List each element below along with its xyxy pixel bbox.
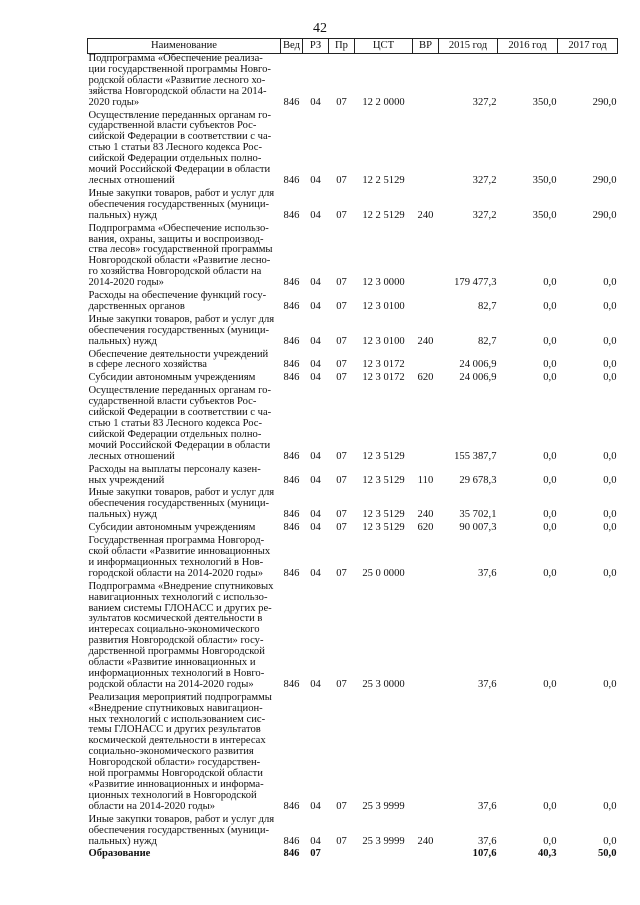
- cell-cst: 12 3 0100: [362, 300, 405, 312]
- cell-2016: 0,0: [543, 300, 557, 312]
- name-line: стью 1 статьи 83 Лесного кодекса Рос-: [88, 142, 263, 154]
- cell-name: [88, 693, 281, 815]
- table-row: [88, 111, 618, 189]
- cell-name: [88, 465, 281, 489]
- name-line: Образование: [88, 848, 151, 860]
- cell-2016: 0,0: [543, 359, 557, 371]
- name-line: Обеспечение деятельности учреждений: [88, 348, 269, 360]
- cell-ved: 846: [283, 359, 300, 371]
- name-line: Иные закупки товаров, работ и услуг для: [88, 187, 275, 199]
- name-line: лесных отношений: [88, 450, 175, 462]
- name-line: «Развитие инновационных и информа-: [88, 779, 264, 790]
- cell-cst: 12 2 5129: [362, 209, 405, 221]
- cell-vr: 620: [417, 372, 434, 384]
- cell-2016: 0,0: [543, 277, 557, 289]
- table-row: [88, 386, 618, 464]
- cell-vr: 110: [417, 474, 434, 486]
- cell-2015: 37,6: [477, 800, 497, 812]
- cell-cst: 12 3 5129: [362, 522, 405, 534]
- name-line: интересах социально-экономического: [88, 624, 260, 636]
- cell-cst: 25 3 9999: [362, 800, 405, 812]
- cell-2017: 0,0: [603, 450, 617, 462]
- cell-cst: 12 3 0172: [362, 372, 405, 384]
- cell-2017: 0,0: [603, 372, 617, 384]
- cell-ved: 846: [283, 567, 300, 579]
- name-line: обеспечения государственных (муници-: [88, 498, 270, 510]
- table-header-row: [88, 39, 618, 54]
- name-line: космической деятельности в интересах: [88, 735, 266, 747]
- name-line: Подпрограмма «Обеспечение реализа-: [88, 53, 263, 64]
- cell-cst: 25 0 0000: [362, 567, 405, 579]
- name-line: зультатов космической деятельности в: [88, 613, 263, 625]
- name-line: го хозяйства Новгородской области на: [88, 266, 262, 278]
- name-line: зяйства Новгородской области на 2014-: [88, 85, 267, 97]
- name-line: пальных) нужд: [88, 509, 157, 521]
- name-line: темы ГЛОНАСС и других результатов: [88, 724, 261, 736]
- cell-2016: 350,0: [532, 96, 557, 108]
- cell-2017: 0,0: [603, 277, 617, 289]
- cell-2017: 290,0: [592, 96, 617, 108]
- cell-2015: 82,7: [477, 335, 497, 347]
- cell-2015: 37,6: [477, 567, 497, 579]
- cell-pr: 07: [336, 359, 347, 371]
- cell-vr: [413, 386, 439, 464]
- cell-pr: 07: [336, 174, 347, 186]
- name-line: 2020 годы»: [88, 96, 140, 108]
- name-line: ванием системы ГЛОНАСС и других ре-: [88, 602, 272, 614]
- cell-pr: 07: [336, 800, 347, 812]
- cell-name: [88, 815, 281, 850]
- cell-cst: 12 3 5129: [362, 474, 405, 486]
- name-line: родской области на 2014-2020 годы»: [88, 678, 254, 690]
- cell-2016: 0,0: [543, 372, 557, 384]
- cell-2017: 0,0: [603, 359, 617, 371]
- column-header-name: Наименование: [88, 39, 281, 54]
- table-row: [88, 693, 618, 815]
- cell-rz: 04: [310, 509, 321, 521]
- cell-name: [88, 386, 281, 464]
- cell-pr: 07: [336, 96, 347, 108]
- table-row: [88, 536, 618, 582]
- name-line: Иные закупки товаров, работ и услуг для: [88, 487, 275, 499]
- cell-2017: 0,0: [603, 474, 617, 486]
- cell-pr: 07: [336, 522, 347, 534]
- name-line: и информационных технологий в Нов-: [88, 556, 264, 568]
- column-header-2015: 2015 год: [439, 39, 498, 54]
- cell-cst: 12 2 0000: [362, 96, 405, 108]
- name-line: Расходы на выплаты персоналу казен-: [88, 463, 261, 475]
- name-line: 2014-2020 годы»: [88, 277, 164, 289]
- name-line: Подпрограмма «Обеспечение использо-: [88, 222, 269, 234]
- cell-pr: 07: [336, 300, 347, 312]
- cell-rz: 04: [310, 96, 321, 108]
- cell-name: [88, 582, 281, 693]
- name-line: социально-экономического развития: [88, 746, 254, 758]
- page-number: 42: [313, 21, 327, 36]
- cell-vr: [413, 536, 439, 582]
- column-header-2017: 2017 год: [558, 39, 618, 54]
- cell-ved: 846: [283, 800, 300, 812]
- name-line: Иные закупки товаров, работ и услуг для: [88, 313, 275, 325]
- cell-2016: 350,0: [532, 209, 557, 221]
- name-line: ства лесов» государственной программы: [88, 244, 273, 256]
- cell-ved: 846: [283, 450, 300, 462]
- name-line: ской области «Развитие инновационных: [88, 545, 271, 557]
- name-line: Субсидии автономным учреждениям: [88, 522, 256, 534]
- name-line: лесных отношений: [88, 174, 175, 186]
- cell-cst: 12 2 5129: [362, 174, 405, 186]
- name-line: Осуществление переданных органам го-: [88, 109, 271, 121]
- column-header-ved: Вед: [281, 39, 303, 54]
- cell-pr: 07: [336, 450, 347, 462]
- cell-2017: 0,0: [603, 335, 617, 347]
- name-line: Иные закупки товаров, работ и услуг для: [88, 813, 275, 825]
- cell-2015: 35 702,1: [459, 509, 497, 521]
- cell-2015: 24 006,9: [459, 359, 497, 371]
- cell-cst: 12 3 0100: [362, 335, 405, 347]
- cell-vr: [413, 54, 439, 111]
- cell-2016: 40,3: [537, 848, 557, 860]
- table-row: [88, 350, 618, 374]
- cell-rz: 04: [310, 835, 321, 847]
- name-line: Реализация мероприятий подпрограммы: [88, 691, 272, 703]
- name-line: навигационных технологий с использо-: [88, 591, 268, 603]
- cell-2015: 179 477,3: [454, 277, 497, 289]
- cell-2017: 0,0: [603, 567, 617, 579]
- cell-rz: 04: [310, 174, 321, 186]
- cell-rz: 04: [310, 474, 321, 486]
- cell-2017: 0,0: [603, 522, 617, 534]
- cell-rz: 04: [310, 372, 321, 384]
- cell-name: [88, 111, 281, 189]
- cell-2017: 0,0: [603, 835, 617, 847]
- table-row: [88, 488, 618, 523]
- cell-ved: 846: [283, 835, 300, 847]
- name-line: развития Новгородской области» госу-: [88, 635, 264, 647]
- table-body: [88, 54, 618, 863]
- name-line: информационных технологий в Новго-: [88, 667, 265, 679]
- cell-2016: 0,0: [543, 678, 557, 690]
- name-line: Субсидии автономным учреждениям: [88, 372, 256, 384]
- name-line: Расходы на обеспечение функций госу-: [88, 290, 267, 302]
- cell-ved: 846: [283, 509, 300, 521]
- name-line: родской области «Развитие лесного хо-: [88, 74, 266, 86]
- cell-2017: 50,0: [597, 848, 617, 860]
- name-line: городской области на 2014-2020 годы»: [88, 567, 263, 579]
- cell-name: [88, 849, 281, 862]
- cell-2015: 37,6: [477, 678, 497, 690]
- name-line: ных технологий с использованием сис-: [88, 713, 266, 725]
- cell-2015: 155 387,7: [454, 450, 497, 462]
- name-line: Подпрограмма «Внедрение спутниковых: [88, 580, 274, 592]
- cell-vr: [413, 582, 439, 693]
- name-line: ционных технологий в Новгородской: [88, 789, 257, 801]
- table-row: [88, 54, 618, 111]
- cell-ved: 846: [283, 277, 300, 289]
- name-line: сударственной власти субъектов Рос-: [88, 120, 257, 132]
- cell-pr: 07: [336, 335, 347, 347]
- cell-2015: 90 007,3: [459, 522, 497, 534]
- cell-rz: 04: [310, 522, 321, 534]
- cell-2015: 107,6: [472, 848, 497, 860]
- budget-table: [87, 38, 618, 862]
- table-row: [88, 849, 618, 862]
- table-row: [88, 315, 618, 350]
- name-line: области на 2014-2020 годы»: [88, 800, 216, 812]
- cell-2016: 350,0: [532, 174, 557, 186]
- name-line: ной программы Новгородской области: [88, 768, 263, 780]
- name-line: сийской Федерации отдельных полно-: [88, 153, 262, 165]
- name-line: сударственной власти субъектов Рос-: [88, 396, 257, 408]
- cell-name: [88, 54, 281, 111]
- cell-2017: 0,0: [603, 300, 617, 312]
- cell-vr: [413, 350, 439, 374]
- cell-ved: 846: [283, 174, 300, 186]
- name-line: стью 1 статьи 83 Лесного кодекса Рос-: [88, 418, 263, 429]
- cell-vr: 240: [417, 509, 434, 521]
- name-line: Государственная программа Новгород-: [88, 535, 265, 547]
- name-line: Новгородской области «Развитие лесно-: [88, 255, 271, 267]
- name-line: ции государственной программы Новго-: [88, 63, 271, 75]
- cell-2017: 290,0: [592, 209, 617, 221]
- cell-vr: 240: [417, 209, 434, 221]
- cell-cst: 12 3 0172: [362, 359, 405, 371]
- name-line: в сфере лесного хозяйства: [88, 359, 207, 371]
- cell-pr: 07: [336, 678, 347, 690]
- table-row: [88, 465, 618, 489]
- cell-rz: 04: [310, 209, 321, 221]
- cell-vr: 240: [417, 335, 434, 347]
- cell-ved: 846: [283, 209, 300, 221]
- cell-rz: 07: [310, 848, 321, 860]
- name-line: обеспечения государственных (муници-: [88, 324, 270, 336]
- table-row: [88, 582, 618, 693]
- name-line: Осуществление переданных органам го-: [88, 385, 271, 397]
- cell-cst: 12 3 5129: [362, 509, 405, 521]
- column-header-2016: 2016 год: [498, 39, 558, 54]
- cell-2017: 0,0: [603, 800, 617, 812]
- cell-vr: [413, 111, 439, 189]
- name-line: мочий Российской Федерации в области: [88, 439, 271, 451]
- name-line: дарственных органов: [88, 300, 185, 312]
- cell-vr: [413, 849, 439, 862]
- cell-2015: 37,6: [477, 835, 497, 847]
- cell-2017: 290,0: [592, 174, 617, 186]
- column-header-rz: РЗ: [303, 39, 329, 54]
- table-row: [88, 815, 618, 850]
- cell-pr: 07: [336, 509, 347, 521]
- cell-name: [88, 488, 281, 523]
- cell-2017: 0,0: [603, 509, 617, 521]
- cell-cst: 25 3 9999: [362, 835, 405, 847]
- cell-ved: 846: [283, 522, 300, 534]
- table-row: [88, 189, 618, 224]
- cell-rz: 04: [310, 678, 321, 690]
- name-line: сийской Федерации отдельных полно-: [88, 428, 262, 440]
- cell-2017: 0,0: [603, 678, 617, 690]
- cell-2015: 327,2: [472, 96, 497, 108]
- cell-vr: 620: [417, 522, 434, 534]
- name-line: «Внедрение спутниковых навигацион-: [88, 702, 263, 714]
- cell-2016: 0,0: [543, 335, 557, 347]
- cell-name: [88, 350, 281, 374]
- cell-vr: [413, 291, 439, 315]
- cell-2016: 0,0: [543, 450, 557, 462]
- cell-2015: 82,7: [477, 300, 497, 312]
- name-line: вания, охраны, защиты и воспроизвод-: [88, 233, 264, 245]
- name-line: обеспечения государственных (муници-: [88, 824, 270, 836]
- cell-vr: 240: [417, 835, 434, 847]
- cell-rz: 04: [310, 335, 321, 347]
- cell-pr: 07: [336, 372, 347, 384]
- cell-pr: 07: [336, 835, 347, 847]
- name-line: Новгородской области» государствен-: [88, 757, 261, 769]
- column-header-vr: ВР: [413, 39, 439, 54]
- cell-2015: 327,2: [472, 174, 497, 186]
- table-row: [88, 291, 618, 315]
- cell-2015: 327,2: [472, 209, 497, 221]
- table-row: [88, 224, 618, 291]
- cell-ved: 846: [283, 335, 300, 347]
- cell-pr: 07: [336, 567, 347, 579]
- cell-cst: 25 3 0000: [362, 678, 405, 690]
- cell-ved: 846: [283, 848, 300, 860]
- column-header-pr: Пр: [329, 39, 355, 54]
- name-line: пальных) нужд: [88, 335, 157, 347]
- cell-2016: 0,0: [543, 800, 557, 812]
- cell-rz: 04: [310, 300, 321, 312]
- cell-pr: 07: [336, 209, 347, 221]
- cell-rz: 04: [310, 277, 321, 289]
- cell-pr: 07: [336, 277, 347, 289]
- cell-cst: [355, 849, 413, 862]
- cell-rz: 04: [310, 800, 321, 812]
- cell-ved: 846: [283, 300, 300, 312]
- cell-ved: 846: [283, 96, 300, 108]
- name-line: пальных) нужд: [88, 835, 157, 847]
- name-line: области «Развитие инновационных и: [88, 657, 256, 669]
- name-line: дарственной программы Новгородской: [88, 646, 265, 658]
- cell-vr: [413, 693, 439, 815]
- cell-vr: [413, 224, 439, 291]
- name-line: ных учреждений: [88, 474, 165, 486]
- cell-2016: 0,0: [543, 567, 557, 579]
- cell-name: [88, 224, 281, 291]
- name-line: сийской Федерации в соответствии с ча-: [88, 131, 272, 143]
- cell-2016: 0,0: [543, 522, 557, 534]
- cell-name: [88, 291, 281, 315]
- name-line: пальных) нужд: [88, 209, 157, 221]
- name-line: мочий Российской Федерации в области: [88, 164, 271, 176]
- cell-name: [88, 536, 281, 582]
- name-line: сийской Федерации в соответствии с ча-: [88, 407, 272, 419]
- cell-2016: 0,0: [543, 474, 557, 486]
- cell-2015: 24 006,9: [459, 372, 497, 384]
- cell-name: [88, 315, 281, 350]
- cell-pr: [329, 849, 355, 862]
- cell-ved: 846: [283, 474, 300, 486]
- cell-ved: 846: [283, 678, 300, 690]
- cell-rz: 04: [310, 567, 321, 579]
- cell-rz: 04: [310, 359, 321, 371]
- cell-pr: 07: [336, 474, 347, 486]
- cell-rz: 04: [310, 450, 321, 462]
- cell-2016: 0,0: [543, 509, 557, 521]
- cell-2016: 0,0: [543, 835, 557, 847]
- column-header-cst: ЦСТ: [355, 39, 413, 54]
- cell-name: [88, 189, 281, 224]
- name-line: обеспечения государственных (муници-: [88, 198, 270, 210]
- cell-ved: 846: [283, 372, 300, 384]
- cell-2015: 29 678,3: [459, 474, 497, 486]
- cell-cst: 12 3 5129: [362, 450, 405, 462]
- cell-cst: 12 3 0000: [362, 277, 405, 289]
